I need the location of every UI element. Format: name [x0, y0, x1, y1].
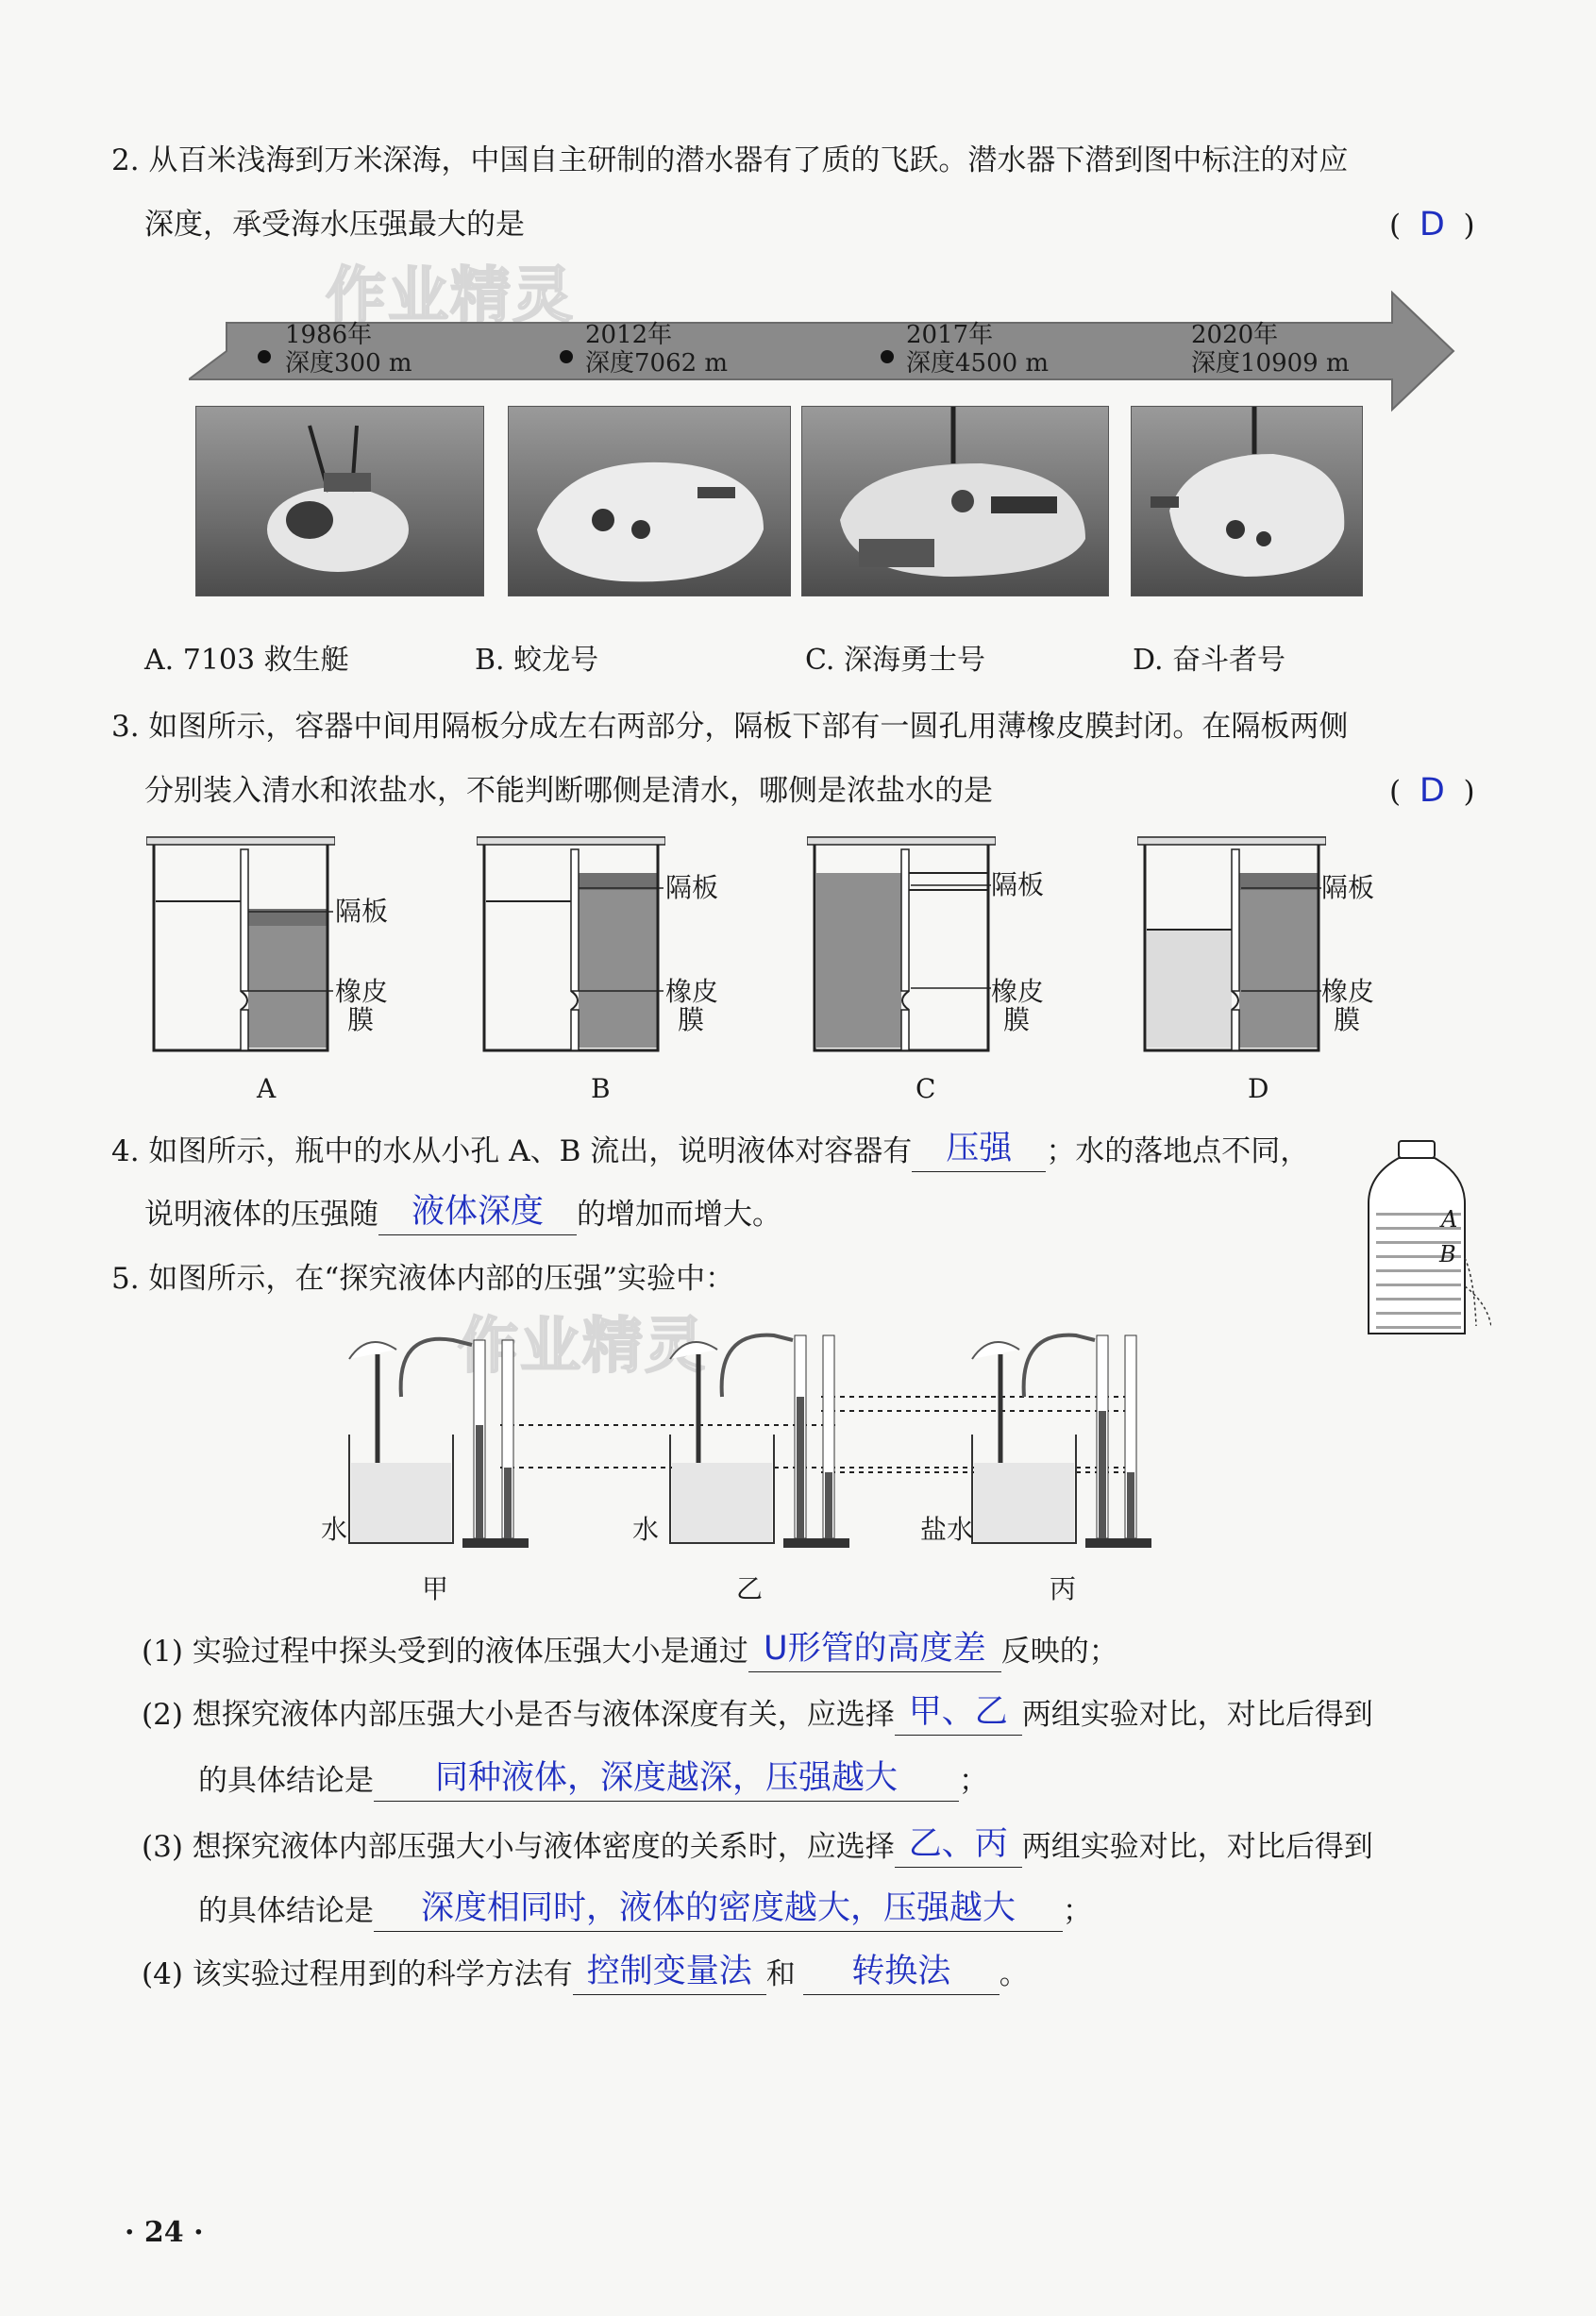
bottle-hole-a: A [1441, 1206, 1458, 1233]
q5-part2 [142, 1694, 1373, 1736]
leader-lines-d [1236, 882, 1326, 996]
label-membrane-d-1: 橡皮 [1321, 976, 1375, 1007]
label-salt-water: 盐水 [920, 1514, 974, 1545]
label-membrane-b-1: 橡皮 [665, 976, 719, 1007]
timeline-dot-1 [258, 350, 271, 363]
timeline-depth: 深度300 m [285, 349, 412, 378]
q4-blank-2 [378, 1194, 577, 1235]
q5-part1-tail: 反映的； [1000, 1635, 1118, 1669]
q5-part2b-text: 的具体结论是 [198, 1764, 374, 1798]
label-partition-d: 隔板 [1321, 872, 1375, 903]
submersible-photo-1 [195, 406, 484, 596]
q5-answer-1: U形管的高度差 [763, 1630, 986, 1668]
q3-answer-paren: ( D ) [1389, 772, 1475, 810]
q5-part1 [142, 1631, 1118, 1672]
q4-blank-1 [912, 1131, 1046, 1172]
q5-part3b [198, 1890, 1092, 1932]
q2-option-c: C. 深海勇士号 [805, 644, 985, 677]
figure-label-c: C [916, 1073, 936, 1104]
q4-line2 [144, 1194, 781, 1235]
q5-blank-6 [573, 1954, 766, 1995]
q2-option-a: A. 7103 救生艇 [144, 644, 349, 677]
page-number: · 24 · [125, 2216, 204, 2249]
q5-part3b-text: 的具体结论是 [198, 1894, 374, 1928]
label-bing: 丙 [1050, 1573, 1077, 1604]
timeline-depth: 深度10909 m [1191, 349, 1350, 378]
q5-answer-7: 转换法 [851, 1953, 951, 1990]
figure-label-b: B [591, 1073, 611, 1104]
timeline-year: 2017年 [906, 321, 994, 349]
submersible-photo-3 [801, 406, 1109, 596]
timeline-year: 2012年 [585, 321, 673, 349]
q5-part2b [198, 1760, 988, 1802]
q5-part4 [142, 1954, 1029, 1995]
pressure-experiment-figure [311, 1321, 1180, 1557]
q5-part2-tail: 两组实验对比，对比后得到 [1021, 1698, 1373, 1732]
label-membrane-c-2: 膜 [1003, 1004, 1031, 1035]
timeline-item-3 [906, 321, 1049, 378]
label-water-2: 水 [632, 1514, 660, 1545]
label-membrane-d-2: 膜 [1334, 1004, 1361, 1035]
label-partition-b: 隔板 [665, 872, 719, 903]
timeline-dot-3 [881, 350, 894, 363]
q5-answer-6: 控制变量法 [586, 1953, 752, 1990]
label-jia: 甲 [422, 1573, 449, 1604]
q4-line2-text: 说明液体的压强随 [144, 1198, 378, 1232]
q5-answer-2: 甲、乙 [908, 1693, 1008, 1731]
apparatus-jia [349, 1339, 529, 1548]
q5-part4-text: (4) 该实验过程用到的科学方法有 [142, 1957, 573, 1991]
q5-part2b-tail: ； [959, 1764, 988, 1798]
q5-part3-text: (3) 想探究液体内部压强大小与液体密度的关系时，应选择 [142, 1830, 895, 1864]
q5-answer-4: 乙、丙 [908, 1825, 1008, 1863]
q5-blank-7 [803, 1954, 1000, 1995]
label-membrane-a-2: 膜 [347, 1004, 375, 1035]
timeline-item-4 [1191, 321, 1350, 378]
q2-option-b: B. 蛟龙号 [475, 644, 599, 677]
q5-answer-5: 深度相同时，液体的密度越大，压强越大 [420, 1889, 1016, 1927]
figure-label-a: A [257, 1073, 277, 1104]
timeline-item-1 [285, 321, 412, 378]
q3-answer: D [1419, 772, 1445, 810]
watermark-top: 作业精灵 [326, 261, 575, 331]
apparatus-bing [972, 1335, 1151, 1548]
q5-blank-3 [374, 1760, 959, 1802]
q4-answer-1: 压强 [946, 1130, 1013, 1167]
q2-option-d: D. 奋斗者号 [1133, 644, 1286, 677]
submersible-photo-2 [508, 406, 791, 596]
q4-line1-text: 4. 如图所示，瓶中的水从小孔 A、B 流出，说明液体对容器有 [111, 1134, 913, 1168]
bottle-figure [1359, 1137, 1491, 1340]
q3-stem-line1: 3. 如图所示，容器中间用隔板分成左右两部分，隔板下部有一圆孔用薄橡皮膜封闭。在隔板两侧 [111, 710, 1349, 744]
q4-answer-2: 液体深度 [411, 1193, 544, 1231]
leader-lines-b [574, 882, 668, 996]
q5-part3-tail: 两组实验对比，对比后得到 [1021, 1830, 1373, 1864]
watermark-middle: 作业精灵 [458, 1312, 707, 1382]
q5-intro: 5. 如图所示，在“探究液体内部的压强”实验中： [111, 1262, 735, 1296]
label-partition-a: 隔板 [335, 896, 389, 927]
q5-part3b-tail: ； [1063, 1894, 1092, 1928]
q5-blank-1 [748, 1631, 1001, 1672]
leader-lines-a [244, 906, 338, 1000]
label-yi: 乙 [736, 1573, 764, 1604]
q5-answer-3: 同种液体，深度越深，压强越大 [434, 1759, 898, 1797]
timeline-item-2 [585, 321, 728, 378]
label-water-1: 水 [321, 1514, 348, 1545]
q2-stem-line1: 2. 从百米浅海到万米深海，中国自主研制的潜水器有了质的飞跃。潜水器下潜到图中标注的对应 [111, 143, 1349, 177]
timeline-depth: 深度7062 m [585, 349, 729, 378]
q5-part4-tail: 。 [999, 1957, 1029, 1991]
leader-lines-c [906, 880, 996, 993]
q3-stem-line2: 分别装入清水和浓盐水，不能判断哪侧是清水，哪侧是浓盐水的是 [144, 774, 993, 808]
timeline-year: 2020年 [1191, 321, 1279, 349]
q5-part4-mid: 和 [765, 1957, 796, 1991]
q5-part3 [142, 1826, 1373, 1868]
q5-blank-2 [895, 1694, 1022, 1736]
timeline-dot-2 [560, 350, 573, 363]
label-partition-c: 隔板 [991, 869, 1045, 900]
apparatus-yi [670, 1335, 849, 1548]
label-membrane-a-1: 橡皮 [335, 976, 389, 1007]
q4-line2-tail: 的增加而增大。 [577, 1198, 781, 1232]
bottle-hole-b: B [1439, 1241, 1456, 1267]
q2-stem-line2: 深度，承受海水压强最大的是 [144, 208, 525, 242]
q5-blank-5 [374, 1890, 1063, 1932]
q4-line1 [111, 1131, 1309, 1172]
q5-part2-text: (2) 想探究液体内部压强大小是否与液体深度有关，应选择 [142, 1698, 895, 1732]
label-membrane-c-1: 橡皮 [991, 976, 1045, 1007]
q2-answer: D [1419, 206, 1445, 243]
submersible-photo-4 [1131, 406, 1363, 596]
q5-blank-4 [895, 1826, 1022, 1868]
timeline-depth: 深度4500 m [906, 349, 1050, 378]
q2-answer-paren: ( D ) [1389, 206, 1475, 243]
figure-label-d: D [1248, 1073, 1269, 1104]
label-membrane-b-2: 膜 [678, 1004, 705, 1035]
q5-part1-text: (1) 实验过程中探头受到的液体压强大小是通过 [142, 1635, 748, 1669]
timeline-year: 1986年 [285, 321, 373, 349]
q4-line1-tail: ；水的落地点不同， [1046, 1134, 1310, 1168]
